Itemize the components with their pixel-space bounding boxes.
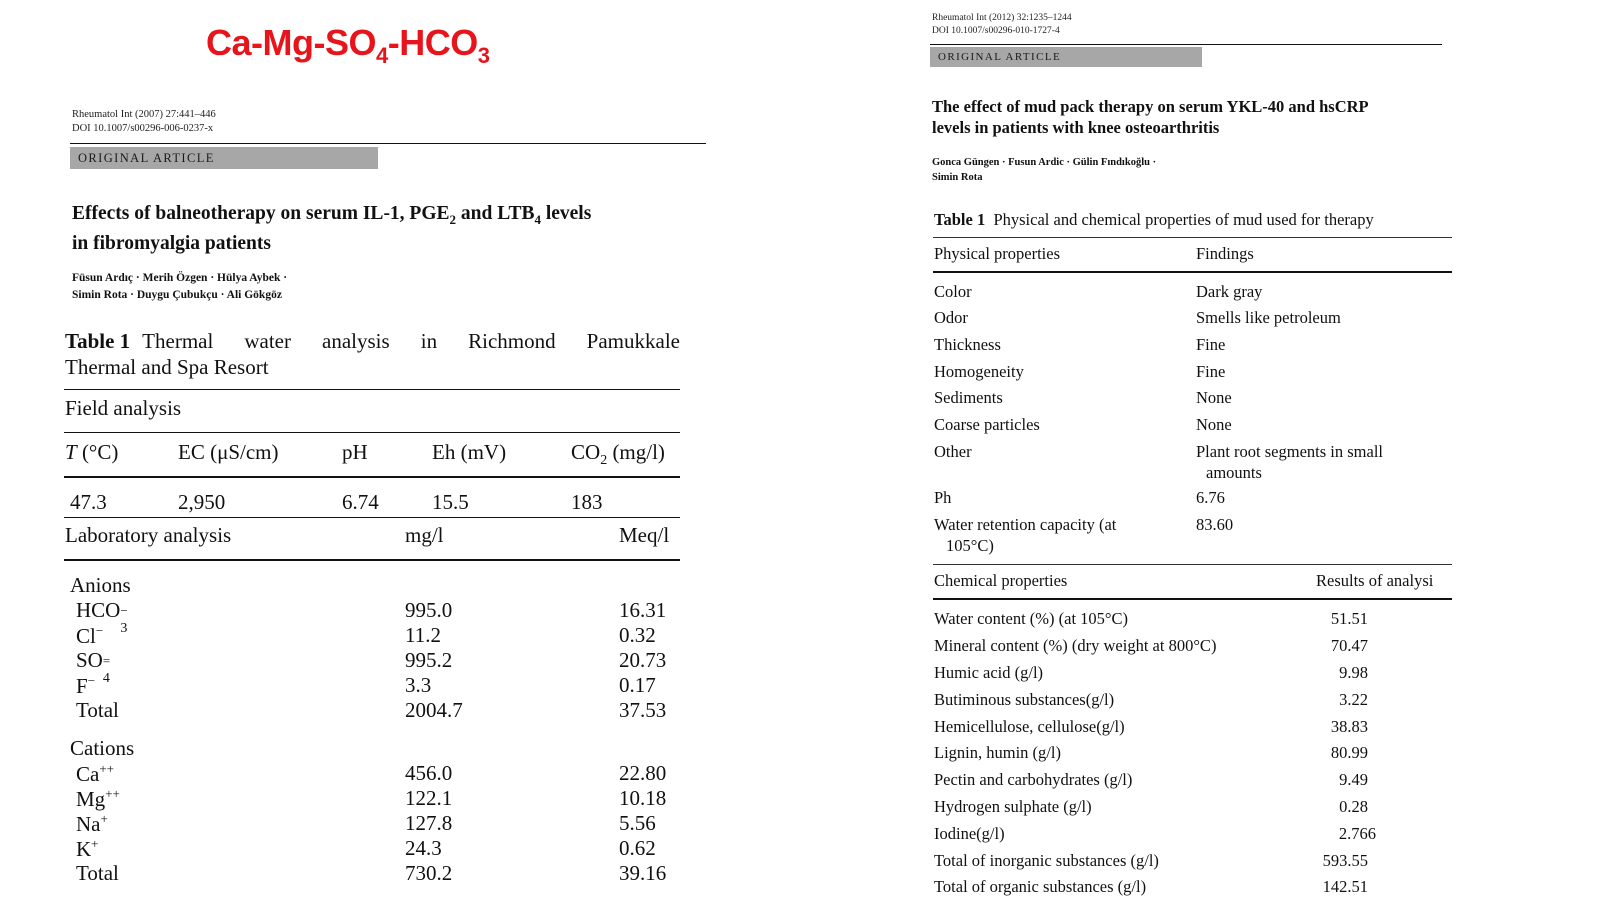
right-doi-line: DOI 10.1007/s00296-010-1727-4: [932, 26, 1060, 36]
left-journal-line: Rheumatol Int (2007) 27:441–446: [72, 109, 216, 120]
field-rule: [64, 432, 680, 433]
field-header-rule: [64, 476, 680, 478]
left-article-badge: ORIGINAL ARTICLE: [70, 147, 378, 169]
right-journal-line: Rheumatol Int (2012) 32:1235–1244: [932, 13, 1072, 23]
right-journal-meta: [932, 12, 1072, 38]
lab-rule: [64, 517, 680, 518]
cations-label: Cations: [70, 736, 135, 760]
chem-header-rule: [933, 598, 1452, 600]
left-doi-line: DOI 10.1007/s00296-006-0237-x: [72, 123, 214, 134]
field-analysis-label: Field analysis: [65, 396, 182, 420]
left-journal-meta: [72, 108, 216, 136]
left-table-top-rule: [64, 389, 680, 390]
right-article-badge: ORIGINAL ARTICLE: [930, 47, 1202, 67]
anions-label: Anions: [70, 573, 131, 597]
left-header-rule: [70, 143, 706, 144]
right-header-rule: [930, 44, 1442, 45]
right-table-caption: Table 1 Physical and chemical properties of mud used for therapy: [934, 210, 1374, 229]
phys-header-rule: [933, 271, 1452, 273]
slide-heading: $Ca-Mg-SO_4-HCO_3$: [206, 22, 490, 68]
right-article-authors: Gonca Güngen · Fusun Ardic · Gülin Fındıkoğlu · Simin Rota: [932, 157, 1157, 183]
right-table-top-rule: [933, 237, 1452, 238]
left-article-title: Effects of balneotherapy on serum IL-1, $PGE_2$ and $LTB_4$ levels in fibromyalgia patients: [72, 203, 592, 254]
chem-top-rule: [933, 564, 1452, 565]
lab-header-rule: [64, 559, 680, 561]
left-table-caption: Table 1 Thermal water analysis in Richmond Pamukkale Thermal and Spa Resort: [65, 329, 680, 379]
right-article-title: The effect of mud pack therapy on serum YKL-40 and hsCRP levels in patients with knee osteoarthritis: [932, 97, 1369, 137]
left-article-authors: Füsun Ardıç · Merih Özgen · Hülya Aybek · Simin Rota · Duygu Çubukçu · Ali Gökgöz: [72, 272, 288, 301]
